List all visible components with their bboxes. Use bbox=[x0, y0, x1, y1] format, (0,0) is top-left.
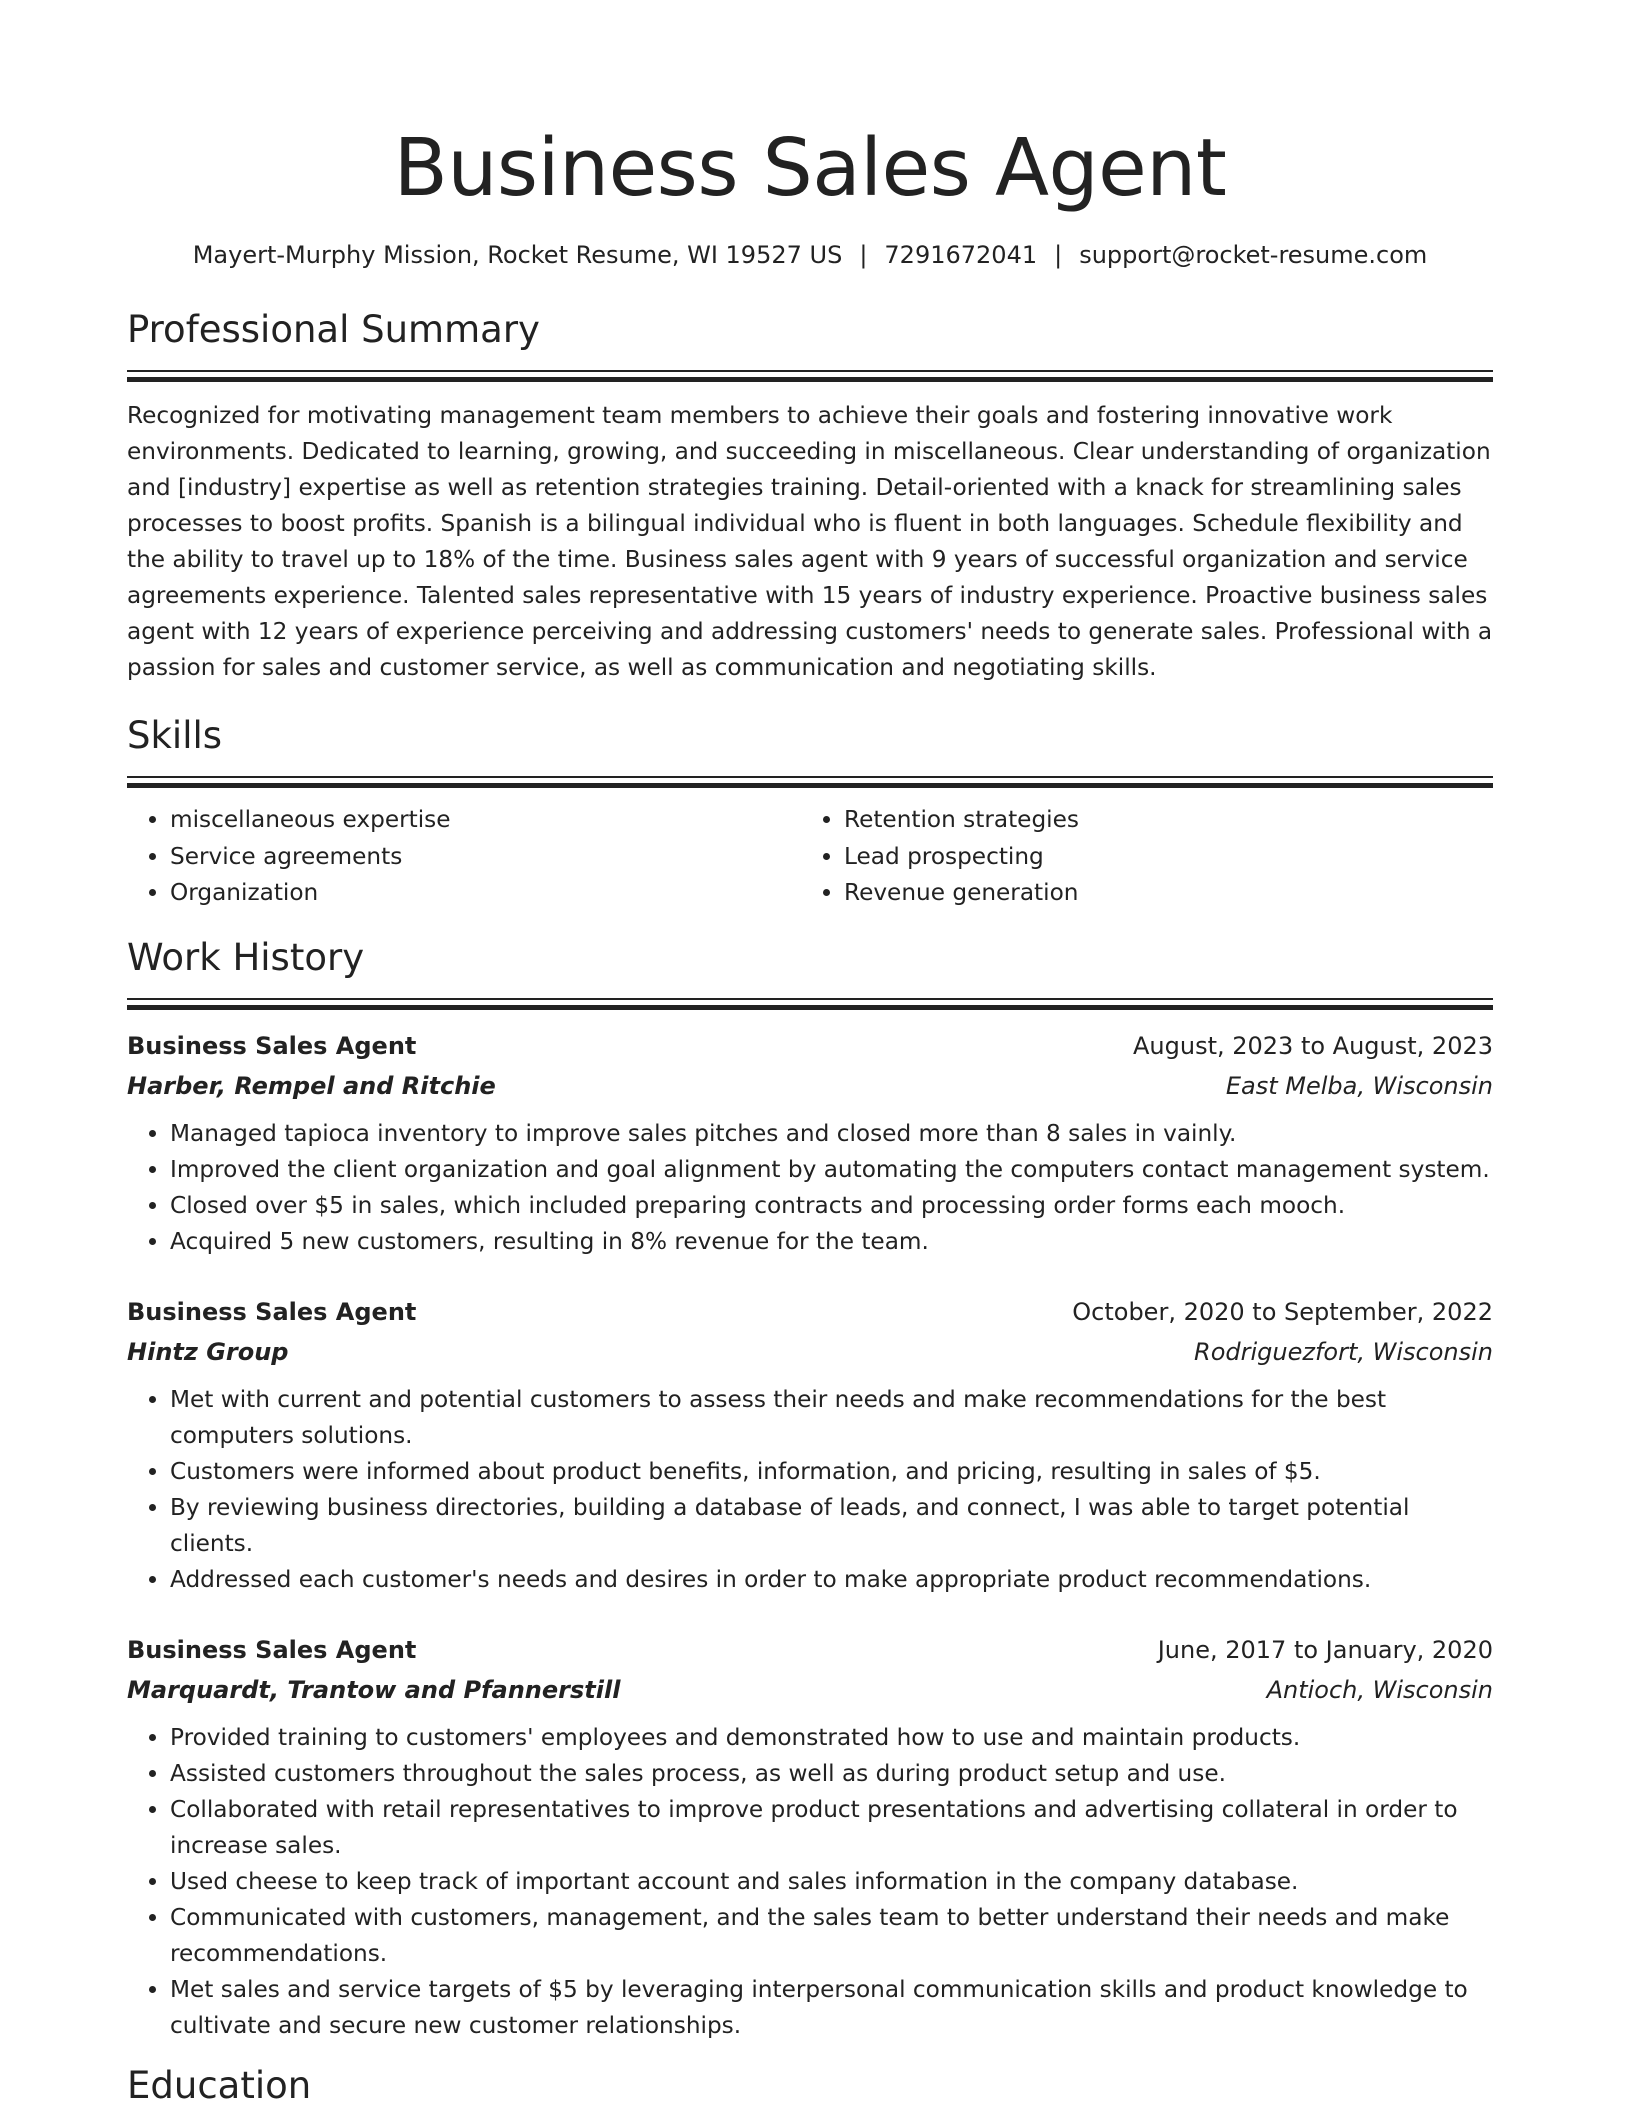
resume-name-title: Business Sales Agent bbox=[393, 122, 1227, 214]
job-bullet: • Customers were informed about product benefits, information, and pricing, resulting in sales of $5. bbox=[170, 1454, 1493, 1490]
contact-separator: | bbox=[1054, 241, 1063, 269]
skill-item: • Service agreements bbox=[170, 839, 801, 876]
job-bullet: • Met with current and potential customers to assess their needs and make recommendations for the best computers solutions. bbox=[170, 1382, 1493, 1454]
resume-page bbox=[127, 0, 1493, 2110]
job-company-row bbox=[127, 1332, 1493, 1372]
job-location: Antioch, Wisconsin bbox=[1266, 1675, 1493, 1704]
skill-item: • Retention strategies bbox=[844, 802, 1475, 839]
job-bullet: • Improved the client organization and goal alignment by automating the computers contact management system. bbox=[170, 1152, 1493, 1188]
job-header-row bbox=[127, 1026, 1493, 1066]
job-company: Harber, Rempel and Ritchie bbox=[127, 1071, 496, 1100]
summary-heading: Professional Summary bbox=[127, 308, 540, 351]
skills-column-left bbox=[127, 802, 801, 912]
job-bullet: • Closed over $5 in sales, which included preparing contracts and processing order forms each mooch. bbox=[170, 1188, 1493, 1224]
job-entry bbox=[127, 1630, 1493, 2044]
job-company-row bbox=[127, 1670, 1493, 1710]
job-dates: June, 2017 to January, 2020 bbox=[1157, 1635, 1493, 1664]
skill-item: • Revenue generation bbox=[844, 875, 1475, 912]
skill-item: • Organization bbox=[170, 875, 801, 912]
job-bullet: • Met sales and service targets of $5 by leveraging interpersonal communication skills and product knowledge to cultivate and secure new customer relationships. bbox=[170, 1972, 1493, 2044]
job-company: Marquardt, Trantow and Pfannerstill bbox=[127, 1675, 621, 1704]
job-bullet: • Addressed each customer's needs and desires in order to make appropriate product recommendations. bbox=[170, 1562, 1493, 1598]
job-bullets bbox=[127, 1720, 1493, 2044]
education-heading: Education bbox=[127, 2063, 312, 2107]
skills-list bbox=[127, 802, 1493, 912]
contact-separator: | bbox=[859, 241, 868, 269]
section-divider bbox=[127, 998, 1493, 1012]
job-bullet: • Provided training to customers' employees and demonstrated how to use and maintain products. bbox=[170, 1720, 1493, 1756]
job-bullet: • Used cheese to keep track of important account and sales information in the company database. bbox=[170, 1864, 1493, 1900]
job-bullet: • Collaborated with retail representatives to improve product presentations and advertising collateral in order to increase sales. bbox=[170, 1792, 1493, 1864]
job-bullet: • Assisted customers throughout the sales process, as well as during product setup and use. bbox=[170, 1756, 1493, 1792]
summary-text: Recognized for motivating management team members to achieve their goals and fostering innovative work environments. Dedicated to learning, growing, and succeeding in miscellaneous. Clear understanding of organization and [industry] expertise as well as retention strategies training. Detail-oriented with a knack for streamlining sales processes to boost profits. Spanish is a bilingual individual who is fluent in both languages. Schedule flexibility and the ability to travel up to 18% of the time. Business sales agent with 9 years of successful organization and service agreements experience. Talented sales representative with 15 years of industry experience. Proactive business sales agent with 12 years of experience perceiving and addressing customers' needs to generate sales. Professional with a passion for sales and customer service, as well as communication and negotiating skills. bbox=[127, 402, 1493, 681]
job-dates: August, 2023 to August, 2023 bbox=[1133, 1031, 1493, 1060]
job-title: Business Sales Agent bbox=[127, 1031, 417, 1060]
job-company-row bbox=[127, 1066, 1493, 1106]
job-bullet: • Managed tapioca inventory to improve sales pitches and closed more than 8 sales in vainly. bbox=[170, 1116, 1493, 1152]
job-entry bbox=[127, 1292, 1493, 1598]
job-location: East Melba, Wisconsin bbox=[1225, 1071, 1493, 1100]
job-bullet: • By reviewing business directories, building a database of leads, and connect, I was able to target potential clients. bbox=[170, 1490, 1493, 1562]
job-location: Rodriguezfort, Wisconsin bbox=[1194, 1337, 1493, 1366]
contact-line bbox=[127, 238, 1493, 272]
contact-email: support@rocket-resume.com bbox=[1079, 241, 1428, 269]
job-title: Business Sales Agent bbox=[127, 1635, 417, 1664]
skill-item: • miscellaneous expertise bbox=[170, 802, 801, 839]
job-bullets bbox=[127, 1116, 1493, 1260]
job-dates: October, 2020 to September, 2022 bbox=[1072, 1297, 1493, 1326]
section-divider bbox=[127, 776, 1493, 790]
job-header-row bbox=[127, 1630, 1493, 1670]
job-bullets bbox=[127, 1382, 1493, 1598]
skills-column-right bbox=[801, 802, 1475, 912]
job-bullet: • Acquired 5 new customers, resulting in 8% revenue for the team. bbox=[170, 1224, 1493, 1260]
job-company: Hintz Group bbox=[127, 1337, 289, 1366]
contact-phone: 7291672041 bbox=[884, 241, 1038, 269]
skills-heading: Skills bbox=[127, 714, 223, 757]
job-header-row bbox=[127, 1292, 1493, 1332]
job-title: Business Sales Agent bbox=[127, 1297, 417, 1326]
contact-address: Mayert-Murphy Mission, Rocket Resume, WI 19527 US bbox=[192, 241, 843, 269]
section-divider bbox=[127, 370, 1493, 384]
skill-item: • Lead prospecting bbox=[844, 839, 1475, 876]
job-bullet: • Communicated with customers, management, and the sales team to better understand their needs and make recommendations. bbox=[170, 1900, 1493, 1972]
job-entry bbox=[127, 1026, 1493, 1260]
work-history-heading: Work History bbox=[127, 935, 365, 979]
